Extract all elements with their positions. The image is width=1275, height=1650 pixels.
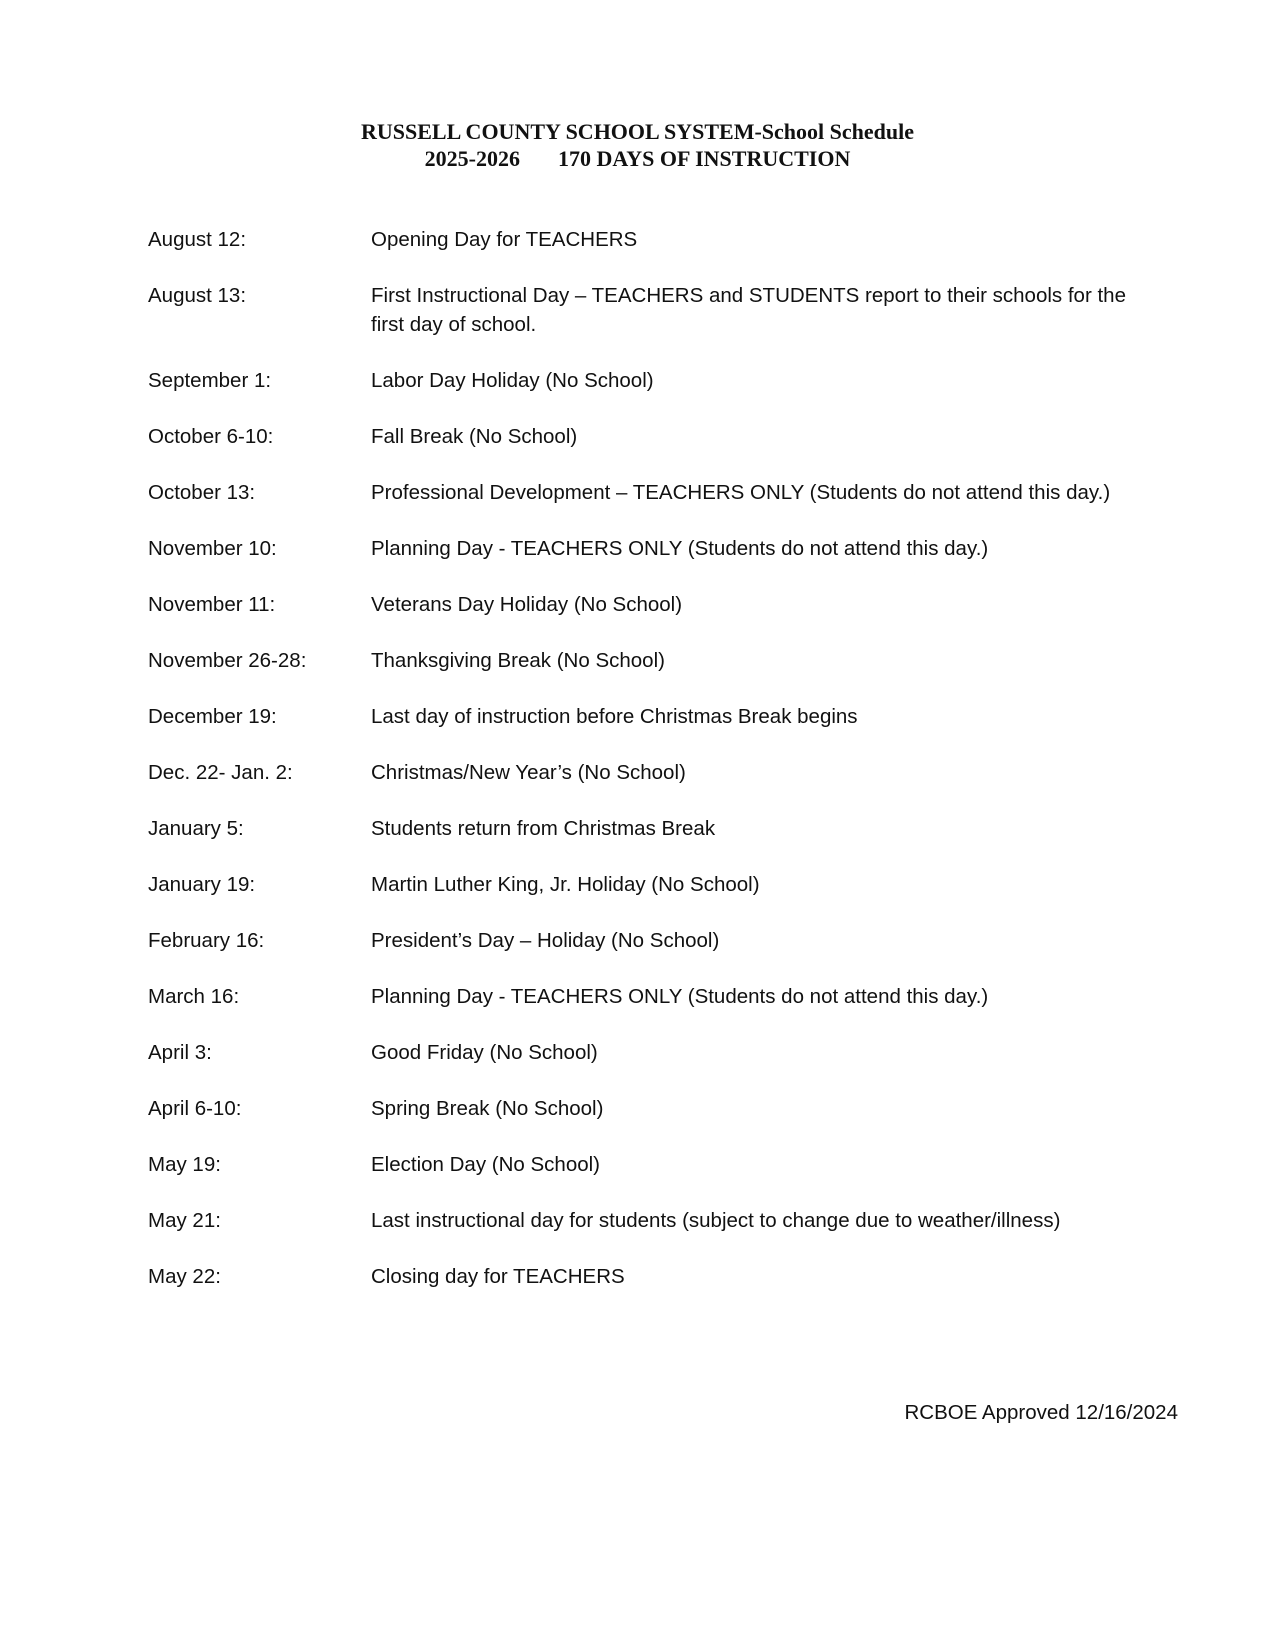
schedule-row [148,281,1148,339]
schedule-event: Planning Day - TEACHERS ONLY (Students do not attend this day.) [371,985,989,1008]
schedule-date: November 11: [148,593,276,616]
schedule-list [148,225,1148,1318]
school-year: 2025-2026 [424,146,520,171]
schedule-row [148,366,1148,395]
schedule-event: Planning Day - TEACHERS ONLY (Students do not attend this day.) [371,537,989,560]
schedule-event: Labor Day Holiday (No School) [371,369,654,392]
header-title-line [0,118,1275,145]
schedule-row [148,422,1148,451]
schedule-date: September 1: [148,369,272,392]
schedule-event: Thanksgiving Break (No School) [371,649,665,672]
schedule-date: May 21: [148,1209,221,1232]
header-subtitle-line [0,145,1275,172]
instruction-days: 170 DAYS OF INSTRUCTION [557,146,851,171]
schedule-event: Veterans Day Holiday (No School) [371,593,683,616]
schedule-event: Christmas/New Year’s (No School) [371,761,686,784]
schedule-date: April 3: [148,1041,212,1064]
schedule-event: Fall Break (No School) [371,425,578,448]
schedule-row [148,646,1148,675]
schedule-date: May 22: [148,1265,221,1288]
schedule-event: Election Day (No School) [371,1153,601,1176]
schedule-date: January 5: [148,817,244,840]
schedule-row [148,534,1148,563]
schedule-event: Professional Development – TEACHERS ONLY (Students do not attend this day.) [371,481,1111,504]
schedule-row [148,702,1148,731]
header-title-suffix: -School Schedule [754,119,914,144]
schedule-event: Good Friday (No School) [371,1041,598,1064]
schedule-date: October 6-10: [148,425,274,448]
schedule-date: January 19: [148,873,256,896]
header-title: RUSSELL COUNTY SCHOOL SYSTEM [361,119,755,144]
schedule-event: Opening Day for TEACHERS [371,228,638,251]
schedule-row [148,1094,1148,1123]
schedule-date: November 26-28: [148,649,307,672]
schedule-row [148,478,1148,507]
schedule-event: Last day of instruction before Christmas Break begins [371,705,858,728]
schedule-date: April 6-10: [148,1097,242,1120]
schedule-event: Students return from Christmas Break [371,817,716,840]
schedule-row [148,1206,1148,1235]
schedule-date: Dec. 22- Jan. 2: [148,761,293,784]
schedule-row [148,1038,1148,1067]
schedule-date: February 16: [148,929,265,952]
schedule-event: Martin Luther King, Jr. Holiday (No School) [371,873,760,896]
schedule-row [148,225,1148,254]
schedule-row [148,982,1148,1011]
schedule-row [148,870,1148,899]
schedule-row [148,1262,1148,1291]
schedule-date: August 13: [148,284,247,307]
schedule-date: October 13: [148,481,256,504]
schedule-event: Last instructional day for students (subject to change due to weather/illness) [371,1209,1061,1232]
schedule-row [148,590,1148,619]
schedule-event: Spring Break (No School) [371,1097,604,1120]
schedule-event: First Instructional Day – TEACHERS and STUDENTS report to their schools for the first day of school. [371,284,1126,336]
schedule-date: May 19: [148,1153,221,1176]
schedule-date: November 10: [148,537,277,560]
approval-note: RCBOE Approved 12/16/2024 [904,1401,1178,1424]
schedule-event: Closing day for TEACHERS [371,1265,625,1288]
schedule-event: President’s Day – Holiday (No School) [371,929,720,952]
schedule-row [148,758,1148,787]
schedule-date: August 12: [148,228,247,251]
schedule-date: December 19: [148,705,277,728]
schedule-row [148,1150,1148,1179]
schedule-row [148,814,1148,843]
document-header [0,118,1275,172]
schedule-row [148,926,1148,955]
schedule-date: March 16: [148,985,240,1008]
